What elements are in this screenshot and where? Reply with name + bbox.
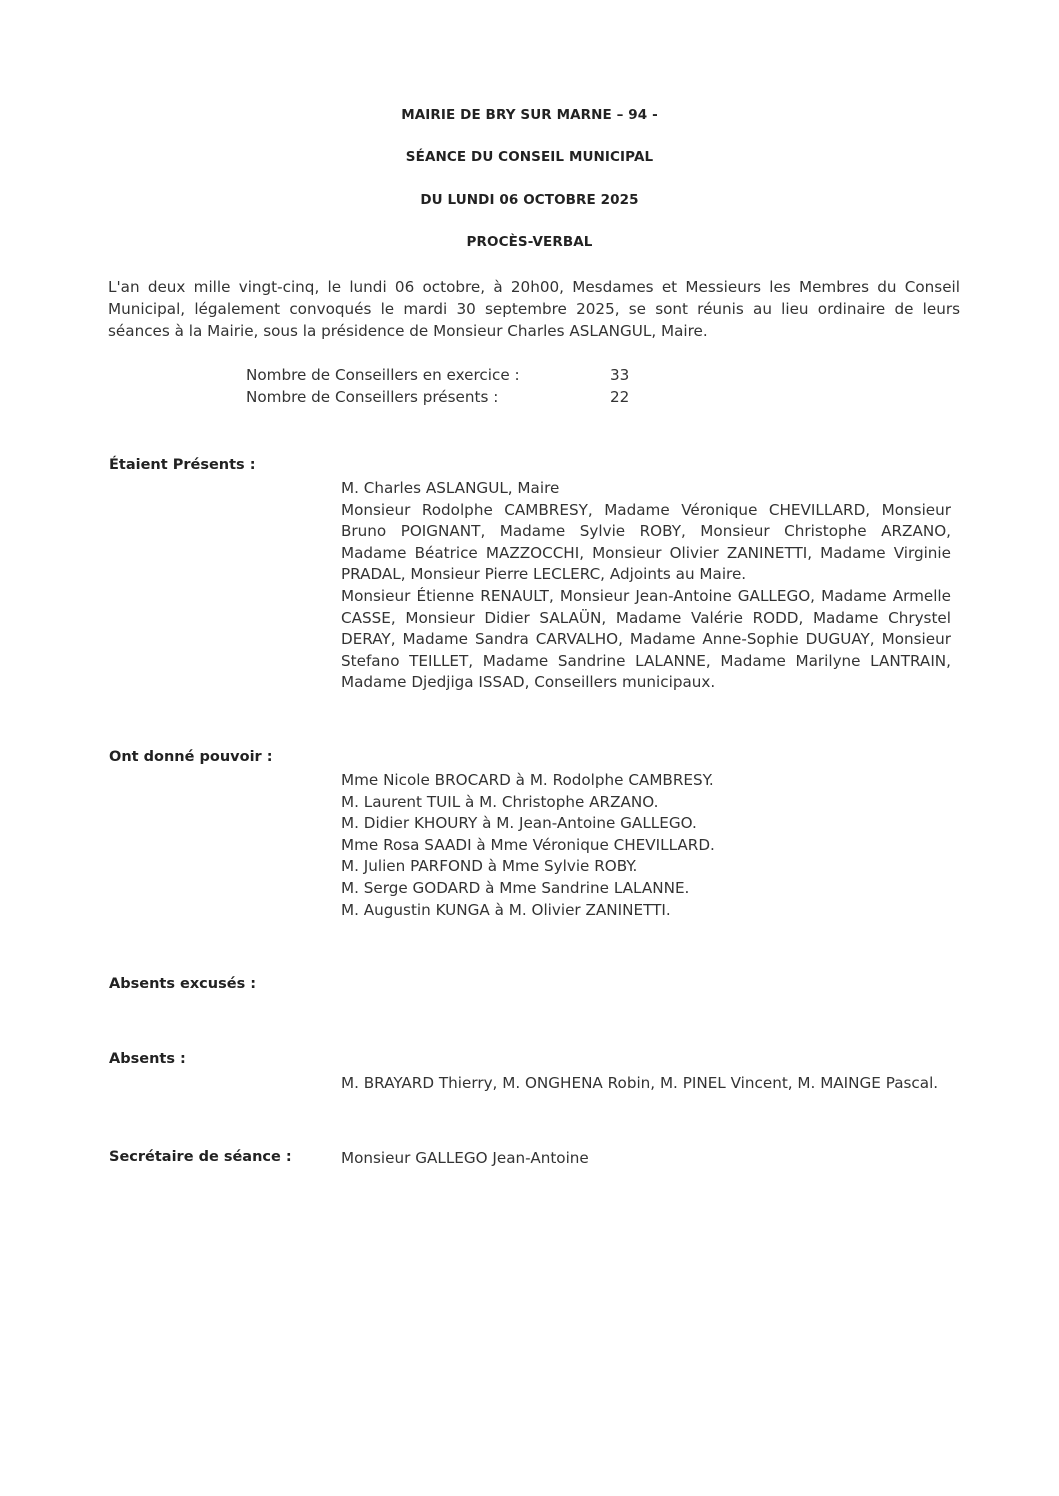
pouvoir-item: M. Augustin KUNGA à M. Olivier ZANINETTI. xyxy=(341,900,671,919)
absents-text: M. BRAYARD Thierry, M. ONGHENA Robin, M. PINEL Vincent, M. MAINGE Pascal. xyxy=(341,1074,939,1092)
pouvoirs-label: Ont donné pouvoir : xyxy=(109,749,273,765)
presents-label: Étaient Présents : xyxy=(109,457,256,473)
pouvoir-item: M. Didier KHOURY à M. Jean-Antoine GALLEGO. xyxy=(341,814,697,833)
secretaire-label: Secrétaire de séance : xyxy=(109,1149,292,1165)
header-proces-verbal: PROCÈS-VERBAL xyxy=(466,234,593,250)
header-date: DU LUNDI 06 OCTOBRE 2025 xyxy=(420,192,639,208)
header-mairie: MAIRIE DE BRY SUR MARNE – 94 - xyxy=(401,107,658,123)
count-value: 22 xyxy=(610,388,630,406)
presents-adjoints: Monsieur Rodolphe CAMBRESY, Madame Véronique CHEVILLARD, Monsieur Bruno POIGNANT, Madame Sylvie ROBY, Monsieur Christophe ARZANO, Madame Béatrice MAZZOCCHI, Monsieur Olivier ZANINETTI, Madame Virginie PRADAL, Monsieur Pierre LECLERC, Adjoints au Maire. xyxy=(341,500,951,584)
pouvoir-item: M. Julien PARFOND à Mme Sylvie ROBY. xyxy=(341,857,638,876)
count-label: Nombre de Conseillers en exercice : xyxy=(246,366,520,384)
count-value: 33 xyxy=(610,366,630,384)
header-seance: SÉANCE DU CONSEIL MUNICIPAL xyxy=(405,149,654,165)
intro-paragraph: L'an deux mille vingt-cinq, le lundi 06 octobre, à 20h00, Mesdames et Messieurs les Membres du Conseil Municipal, légalement convoqués le mardi 30 septembre 2025, se sont réunis au lieu ordinaire de leurs séances à la Mairie, sous la présidence de Monsieur Charles ASLANGUL, Maire. xyxy=(108,278,960,340)
count-label: Nombre de Conseillers présents : xyxy=(246,388,499,406)
excuses-label: Absents excusés : xyxy=(109,976,257,992)
counts-block xyxy=(246,364,650,408)
count-row-exercice xyxy=(246,364,650,386)
presents-conseillers: Monsieur Étienne RENAULT, Monsieur Jean-Antoine GALLEGO, Madame Armelle CASSE, Monsieur Didier SALAÜN, Madame Valérie RODD, Madame Chrystel DERAY, Madame Sandra CARVALHO, Madame Anne-Sophie DUGUAY, Monsieur Stefano TEILLET, Madame Sandrine LALANNE, Madame Marilyne LANTRAIN, Madame Djedjiga ISSAD, Conseillers municipaux. xyxy=(341,586,951,692)
pouvoir-item: Mme Rosa SAADI à Mme Véronique CHEVILLARD. xyxy=(341,835,715,854)
presents-block xyxy=(341,478,951,694)
count-row-presents xyxy=(246,386,650,408)
pouvoirs-list xyxy=(341,770,951,921)
pouvoir-item: Mme Nicole BROCARD à M. Rodolphe CAMBRESY. xyxy=(341,771,714,789)
pouvoir-item: M. Serge GODARD à Mme Sandrine LALANNE. xyxy=(341,878,690,897)
secretaire-value: Monsieur GALLEGO Jean-Antoine xyxy=(341,1149,589,1167)
pouvoir-item: M. Laurent TUIL à M. Christophe ARZANO. xyxy=(341,792,659,811)
presents-maire: M. Charles ASLANGUL, Maire xyxy=(341,479,560,497)
absents-label: Absents : xyxy=(109,1051,186,1067)
